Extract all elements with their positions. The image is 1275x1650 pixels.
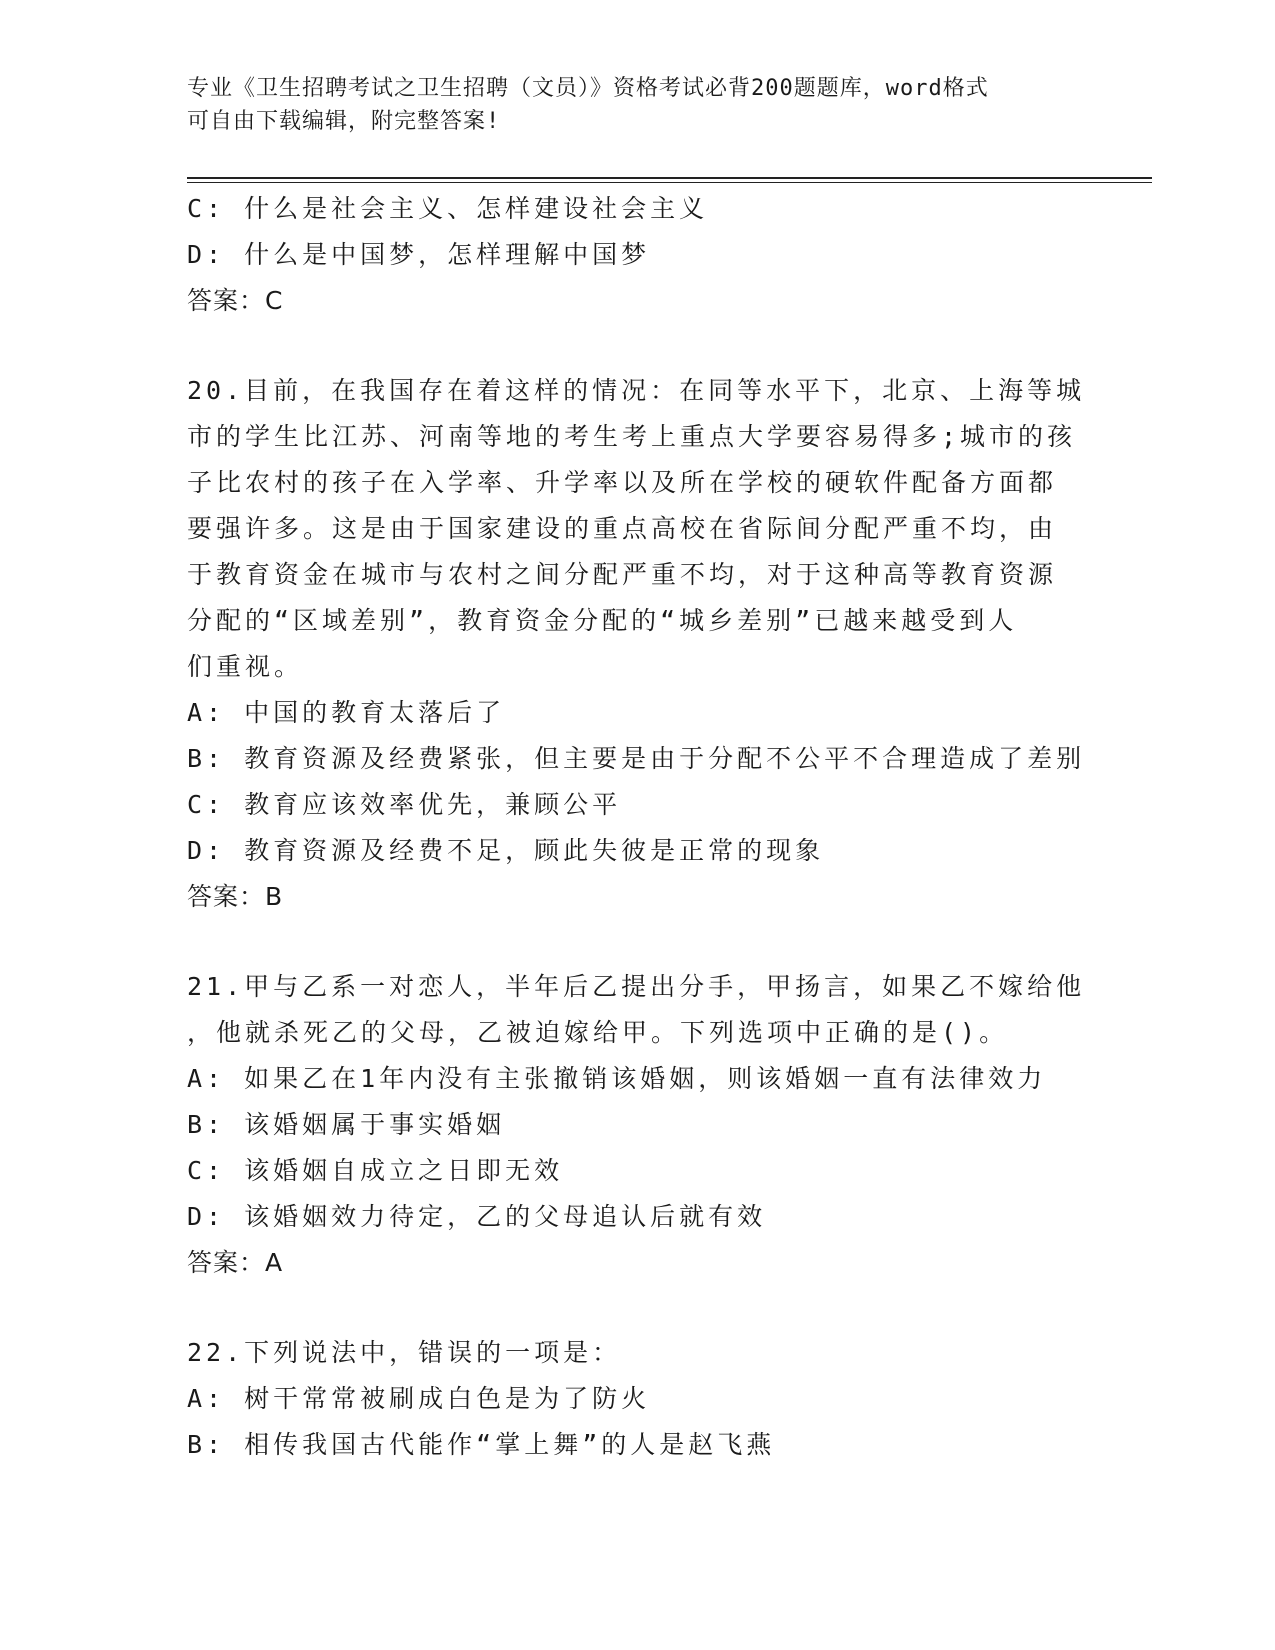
option-a: A: 如果乙在1年内没有主张撤销该婚姻，则该婚姻一直有法律效力 bbox=[187, 1064, 1047, 1093]
option-d: D: 什么是中国梦，怎样理解中国梦 bbox=[187, 240, 651, 269]
question-stem-line: 要强许多。这是由于国家建设的重点高校在省际间分配严重不均，由 bbox=[187, 514, 1058, 543]
question-stem-line: 22.下列说法中，错误的一项是： bbox=[187, 1338, 622, 1367]
question-stem-line: 于教育资金在城市与农村之间分配严重不均，对于这种高等教育资源 bbox=[187, 560, 1058, 589]
question-stem-line: 20.目前，在我国存在着这样的情况：在同等水平下，北京、上海等城 bbox=[187, 376, 1086, 405]
question-fragment-top bbox=[187, 186, 1087, 324]
spacer bbox=[187, 324, 1087, 368]
question-20 bbox=[187, 368, 1087, 920]
option-a: A: 树干常常被刷成白色是为了防火 bbox=[187, 1384, 651, 1413]
option-b: B: 相传我国古代能作“掌上舞”的人是赵飞燕 bbox=[187, 1430, 776, 1459]
option-b: B: 教育资源及经费紧张，但主要是由于分配不公平不合理造成了差别 bbox=[187, 744, 1086, 773]
question-stem-line: ，他就杀死乙的父母，乙被迫嫁给甲。下列选项中正确的是()。 bbox=[187, 1018, 1009, 1047]
option-c: C: 什么是社会主义、怎样建设社会主义 bbox=[187, 194, 709, 223]
spacer bbox=[187, 920, 1087, 964]
question-stem-line: 分配的“区域差别”，教育资金分配的“城乡差别”已越来越受到人 bbox=[187, 606, 1018, 635]
option-d: D: 该婚姻效力待定，乙的父母追认后就有效 bbox=[187, 1202, 767, 1231]
option-c: C: 教育应该效率优先，兼顾公平 bbox=[187, 790, 622, 819]
spacer bbox=[187, 1286, 1087, 1330]
option-d: D: 教育资源及经费不足，顾此失彼是正常的现象 bbox=[187, 836, 825, 865]
answer-line: 答案：C bbox=[187, 286, 284, 315]
header-line-1: 专业《卫生招聘考试之卫生招聘（文员）》资格考试必背200题题库，word格式 bbox=[187, 76, 989, 101]
option-c: C: 该婚姻自成立之日即无效 bbox=[187, 1156, 564, 1185]
answer-line: 答案：A bbox=[187, 1248, 284, 1277]
header-rule-thin bbox=[187, 182, 1152, 183]
option-b: B: 该婚姻属于事实婚姻 bbox=[187, 1110, 506, 1139]
question-stem-line: 子比农村的孩子在入学率、升学率以及所在学校的硬软件配备方面都 bbox=[187, 468, 1058, 497]
question-stem-line: 市的学生比江苏、河南等地的考生考上重点大学要容易得多;城市的孩 bbox=[187, 422, 1077, 451]
answer-line: 答案：B bbox=[187, 882, 284, 911]
question-content bbox=[187, 186, 1087, 1468]
question-stem-line: 21.甲与乙系一对恋人，半年后乙提出分手，甲扬言，如果乙不嫁给他 bbox=[187, 972, 1086, 1001]
header-line-2: 可自由下载编辑，附完整答案! bbox=[187, 109, 501, 134]
question-22 bbox=[187, 1330, 1087, 1468]
header-rule-thick bbox=[187, 177, 1152, 179]
document-header bbox=[187, 72, 1067, 138]
option-a: A: 中国的教育太落后了 bbox=[187, 698, 506, 727]
question-stem-line: 们重视。 bbox=[187, 652, 304, 681]
question-21 bbox=[187, 964, 1087, 1286]
